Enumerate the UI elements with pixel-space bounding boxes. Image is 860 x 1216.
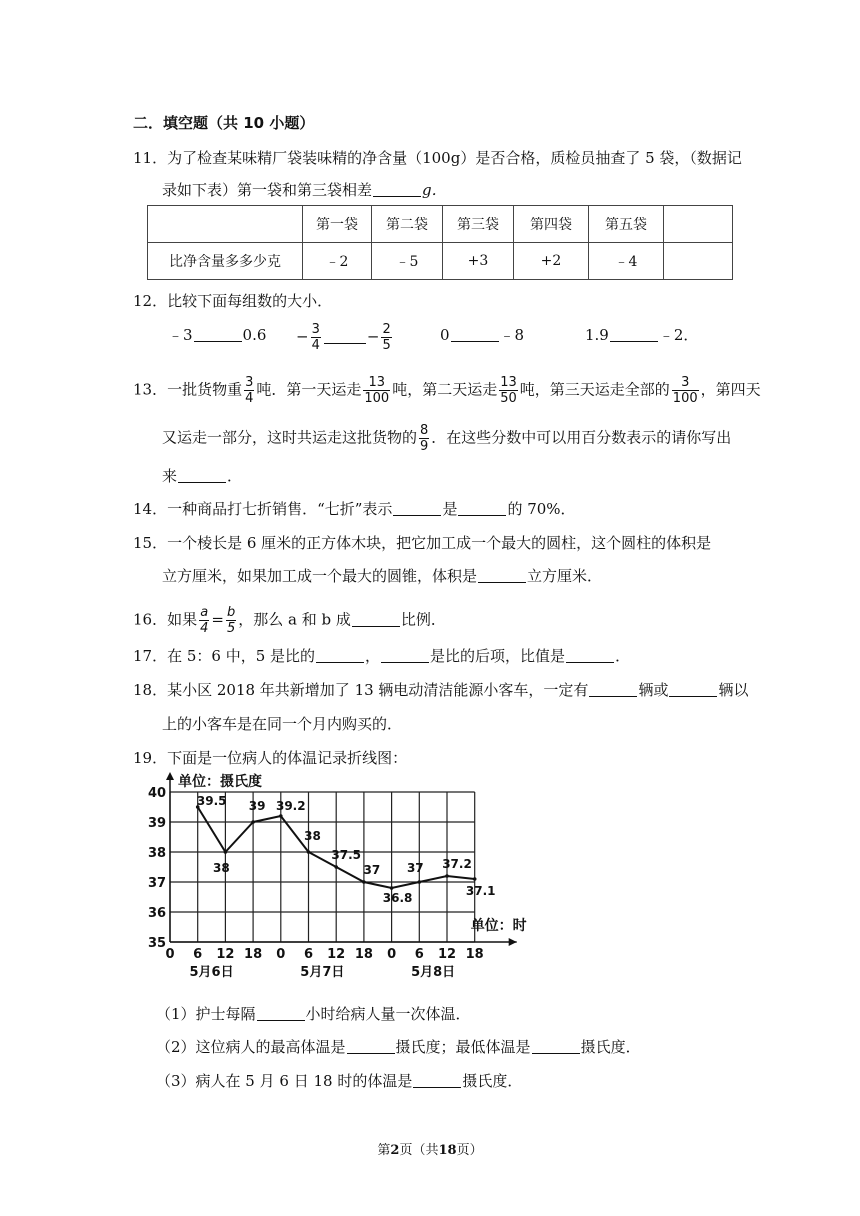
data-label: 37.2 <box>442 857 472 871</box>
table-header-cell <box>664 206 733 243</box>
answer-blank[interactable] <box>478 568 526 583</box>
x-tick-label: 6 <box>303 947 314 962</box>
table-cell <box>664 243 733 280</box>
y-tick-label: 39 <box>148 816 167 831</box>
x-tick-label: 12 <box>437 947 457 962</box>
table-header-cell <box>148 206 303 243</box>
table-header-cell: 第四袋 <box>514 206 589 243</box>
x-tick-label: 18 <box>244 947 263 962</box>
data-label: 37.5 <box>331 848 362 862</box>
y-axis-arrow <box>166 772 174 780</box>
q12-d: 1.9 ﹣2． <box>585 326 699 344</box>
answer-blank[interactable] <box>413 1073 461 1088</box>
data-point <box>251 820 255 824</box>
data-label: 38 <box>304 829 321 843</box>
day-label: 5月8日 <box>411 965 456 980</box>
y-tick-label: 35 <box>148 936 167 951</box>
fraction: $\frac{b}{5}$ <box>226 605 236 636</box>
x-axis-title: 单位：时 <box>470 918 527 934</box>
q19-sub1: （1）护士每隔 小时给病人量一次体温． <box>156 1005 471 1023</box>
x-tick-label: 18 <box>465 947 484 962</box>
fraction: $\frac{a}{4}$ <box>200 605 209 636</box>
table-cell: +2 <box>514 243 589 280</box>
table-row-label: 比净含量多多少克 <box>148 243 303 280</box>
x-tick-label: 12 <box>216 947 235 962</box>
x-tick-label: 6 <box>193 947 203 962</box>
answer-blank[interactable] <box>257 1006 305 1021</box>
temperature-line-chart <box>140 772 560 1012</box>
q11-line1: 11．为了检查某味精厂袋装味精的净含量（100g）是否合格，质检员抽查了 5 袋，（数据记 <box>133 149 742 167</box>
q18-line2: 上的小客车是在同一个月内购买的． <box>162 715 403 733</box>
data-label: 38 <box>213 861 230 875</box>
data-label: 37 <box>406 861 424 875</box>
data-label: 39.5 <box>196 794 227 808</box>
data-point <box>362 880 366 884</box>
day-label: 5月6日 <box>189 965 234 980</box>
data-point <box>224 850 228 854</box>
data-label: 36.8 <box>382 891 413 905</box>
q15-line1: 15．一个棱长是 6 厘米的正方体木块，把它加工成一个最大的圆柱，这个圆柱的体积是 <box>133 534 712 552</box>
q17-line: 17．在 5：6 中，5 是比的 ， 是比的后项，比值是 ． <box>133 647 631 665</box>
q13-line3: 来 ． <box>162 467 243 485</box>
fraction: $\frac{3}{100}$ <box>672 375 698 406</box>
table-header-cell: 第一袋 <box>303 206 372 243</box>
q13-line2: 又运走一部分，这时共运走这批货物的 $\frac{8}{9}$ ．在这些分数中可以用百分数表示的请你写出 <box>162 423 732 454</box>
y-tick-label: 40 <box>148 786 167 801</box>
q18-line1: 18．某小区 2018 年共新增加了 13 辆电动清洁能源小客车，一定有 辆或 辆以 <box>133 681 749 699</box>
table-cell: ﹣2 <box>303 243 372 280</box>
answer-blank[interactable] <box>352 612 400 627</box>
fraction: $\frac{2}{5}$ <box>382 322 391 353</box>
answer-blank[interactable] <box>194 327 242 342</box>
x-tick-label: 18 <box>354 947 373 962</box>
y-tick-label: 36 <box>148 906 167 921</box>
data-point <box>473 877 477 881</box>
q12-title: 12．比较下面每组数的大小． <box>133 292 333 310</box>
table-row <box>148 243 733 280</box>
data-point <box>445 874 449 878</box>
data-point <box>418 880 422 884</box>
fraction: $\frac{13}{100}$ <box>364 375 390 406</box>
table-cell: ﹣5 <box>372 243 443 280</box>
answer-blank[interactable] <box>610 327 658 342</box>
answer-blank[interactable] <box>178 468 226 483</box>
page-footer: 第2页（共18页） <box>377 1143 483 1158</box>
answer-blank[interactable] <box>532 1039 580 1054</box>
x-tick-label: 0 <box>276 947 286 962</box>
fraction: $\frac{8}{9}$ <box>420 423 429 454</box>
table-cell: ﹣4 <box>589 243 664 280</box>
fraction: $\frac{3}{4}$ <box>245 375 254 406</box>
answer-blank[interactable] <box>589 682 637 697</box>
q19-sub3: （3）病人在 5 月 6 日 18 时的体温是 摄氏度． <box>156 1072 523 1090</box>
table-header-row <box>148 206 733 243</box>
q13-line1: 13．一批货物重 $\frac{3}{4}$ 吨．第一天运走 $\frac{13}{100}$ 吨，第二天运走 $\frac{13}{50}$ 吨，第三天运走全部的 $\frac{3}{100}$ ，第四天 <box>133 375 761 406</box>
section-title: 二．填空题（共 10 小题） <box>133 114 315 132</box>
data-point <box>307 850 311 854</box>
x-tick-label: 12 <box>327 947 346 962</box>
answer-blank[interactable] <box>393 501 441 516</box>
table-header-cell: 第五袋 <box>589 206 664 243</box>
fraction: $\frac{3}{4}$ <box>311 322 320 353</box>
table-header-cell: 第三袋 <box>443 206 514 243</box>
q15-line2: 立方厘米，如果加工成一个最大的圆锥，体积是 立方厘米． <box>162 567 603 585</box>
q19-sub2: （2）这位病人的最高体温是 摄氏度；最低体温是 摄氏度． <box>156 1038 641 1056</box>
day-label: 5月7日 <box>300 965 345 980</box>
answer-blank[interactable] <box>347 1039 395 1054</box>
y-tick-label: 38 <box>148 846 167 861</box>
q19-title: 19．下面是一位病人的体温记录折线图： <box>133 749 408 767</box>
q12-a: ﹣3 0.6 <box>168 326 267 344</box>
answer-blank[interactable] <box>324 329 366 344</box>
data-point <box>279 814 283 818</box>
table-header-cell: 第二袋 <box>372 206 443 243</box>
q11-line2: 录如下表）第一袋和第三袋相差 g． <box>162 181 447 199</box>
fraction: $\frac{13}{50}$ <box>500 375 517 406</box>
data-label: 37.1 <box>465 884 496 898</box>
table-cell: +3 <box>443 243 514 280</box>
answer-blank[interactable] <box>373 182 421 197</box>
data-label: 39.2 <box>275 799 306 813</box>
q12-b: − $\frac{3}{4}$ − $\frac{2}{5}$ <box>296 322 391 353</box>
q16-line: 16．如果 $\frac{a}{4}$ = $\frac{b}{5}$ ，那么 a 和 b 成 比例． <box>133 605 446 636</box>
measurement-table <box>147 205 733 280</box>
data-label: 37 <box>363 863 381 877</box>
x-tick-label: 6 <box>414 947 424 962</box>
answer-blank[interactable] <box>316 648 364 663</box>
data-label: 39 <box>248 799 266 813</box>
answer-blank[interactable] <box>566 648 614 663</box>
data-point <box>334 865 338 869</box>
answer-blank[interactable] <box>458 501 506 516</box>
x-tick-label: 0 <box>387 947 397 962</box>
q12-c: 0 ﹣8 <box>440 326 525 344</box>
answer-blank[interactable] <box>381 648 429 663</box>
y-axis-title: 单位：摄氏度 <box>178 774 262 790</box>
x-axis-arrow <box>509 938 517 946</box>
y-tick-label: 37 <box>148 876 167 891</box>
answer-blank[interactable] <box>451 327 499 342</box>
data-point <box>390 886 394 890</box>
answer-blank[interactable] <box>669 682 717 697</box>
q14-line: 14．一种商品打七折销售．“七折”表示 是 的 70%． <box>133 500 576 518</box>
x-tick-label: 0 <box>165 947 175 962</box>
